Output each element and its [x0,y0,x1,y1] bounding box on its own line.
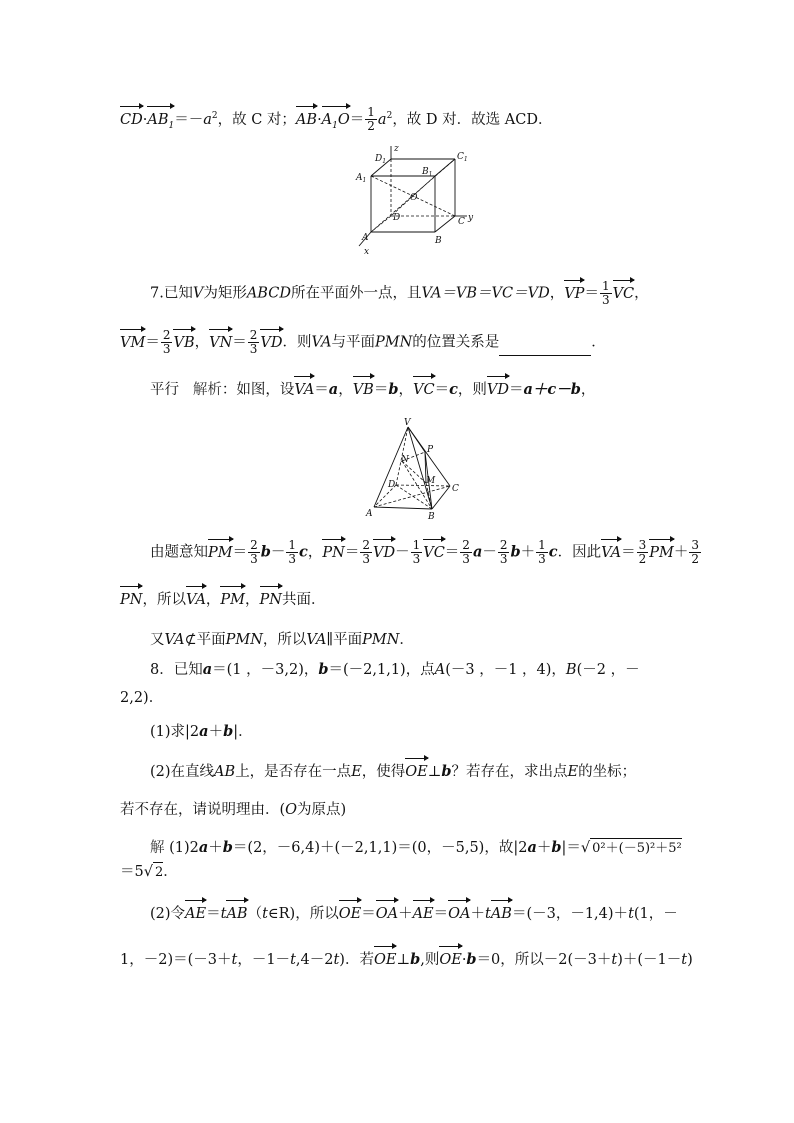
svg-text:B: B [428,512,435,521]
svg-text:B1: $B_1$ [422,167,433,178]
vector-ab1: $AB_1$ [147,110,174,136]
vector-cd: CD [120,111,143,128]
question-8-part-2-cont: 若不存在，请说明理由．(O为原点) [120,802,347,818]
svg-text:C1: $C_1$ [457,152,468,163]
question-8-part-2: (2)在直线AB上，是否存在一点E，使得OE⊥b？若存在，求出点E的坐标； [150,763,637,780]
question-7-line-1: 7.已知V为矩形ABCD所在平面外一点，且VA＝VB＝VC＝VD，VP＝ $\frac{1}{3}$ VC， [150,279,649,307]
solution-line-1: $CD\cdot AB_1=-a^2$，故 C 对；$AB\cdot A_1O=$ $\frac{1}{2}$ $a^2$，故 D 对．故选 ACD． [120,106,680,136]
fraction-one-third: $\frac{1}{3}$ [601,279,610,307]
svg-text:O: O [410,193,418,203]
solution-8-line-4: 1，－2)＝(－3＋t，－1－t,4－2t)．若OE⊥b,则OE·b＝0，所以－2(－3＋t)＋(－1－t) [120,951,693,968]
svg-text:P: P [427,445,434,455]
solution-label: 解 [150,840,165,856]
answer-7-line-1: 平行 解析：如图，设VA＝a，VB＝b，VC＝c，则VD＝a＋c－b， [150,381,596,398]
svg-text:M: M [426,476,436,486]
svg-text:y: y [468,213,474,223]
vector-vb: VB [173,334,195,351]
cube-figure [355,142,475,260]
answer-7-line-3: PN，所以VA，PM，PN共面． [120,592,326,608]
svg-text:z: z [394,144,399,154]
vector-vp: VP [564,285,585,302]
vector-vm: VM [120,334,146,351]
answer-7-line-4: 又VA⊄平面PMN，所以VA∥平面PMN． [150,632,414,648]
question-8-line-1: 8．已知a＝(1 ，－3,2)，b＝(－2,1,1)，点A(－3 ，－1 ，4)，B(－2 ，－ [150,661,640,678]
question-8-line-2: 2,2)． [120,690,164,706]
svg-text:x: x [364,247,370,257]
solution-8-line-3: (2)令AE＝tAB（t∈R)，所以OE＝OA＋AE＝OA＋tAB＝(－3，－1,4)＋t(1，－ [150,906,678,922]
analysis-label: 解析 [192,382,222,398]
svg-text:N: N [401,455,409,465]
svg-text:C: C [458,217,465,227]
svg-text:C: C [452,484,459,494]
answer-blank [499,341,591,356]
vector-ab: AB [295,111,318,128]
svg-text:B: B [435,236,442,246]
answer-text: 平行 [150,382,179,398]
fraction-one-half: $\frac{1}{2}$ [367,105,375,134]
question-8-part-1: (1)求|2a＋b|． [150,723,253,740]
svg-text:A: A [366,509,373,519]
question-7-line-2: VM＝ $\frac{2}{3}$ VB，VN＝ $\frac{2}{3}$ VD．则VA与平面PMN的位置关系是 ． [120,328,606,356]
svg-text:D1: $D_1$ [375,154,387,165]
svg-text:D: D [393,213,401,223]
answer-7-line-2: 由题意知PM＝ $\frac{2}{3}$ b－ $\frac{1}{3}$ c，PN＝ $\frac{2}{3}$ VD－ $\frac{1}{3}$ VC＝ $\frac{2}{3}$ a－ $\frac{2}{3}$ b＋ $\frac{1}{3}$ c．因此VA＝ $\frac{3}{2}$ PM＋ $\frac{3}{2}$ [150,538,699,566]
solution-8-line-2: ＝5√ 2． [120,862,680,883]
svg-text:A: A [362,233,369,243]
solution-8-line-1: 解 (1)2a＋b＝(2，－6,4)＋(－2,1,1)＝(0，－5,5)，故|2a＋b|＝√ 0²＋(－5)²＋5² [150,838,680,859]
pyramid-figure [362,413,472,521]
sqrt-expression: 0²＋(－5)²＋5² [590,838,682,859]
svg-text:V: V [404,418,411,428]
vector-vc: VC [612,285,635,302]
svg-text:A1: $A_1$ [356,173,367,184]
vector-vn: VN [209,334,233,351]
vector-a1o: $A_1O$ [322,110,350,136]
vector-vd: VD [260,334,283,351]
svg-text:D: D [388,480,396,490]
